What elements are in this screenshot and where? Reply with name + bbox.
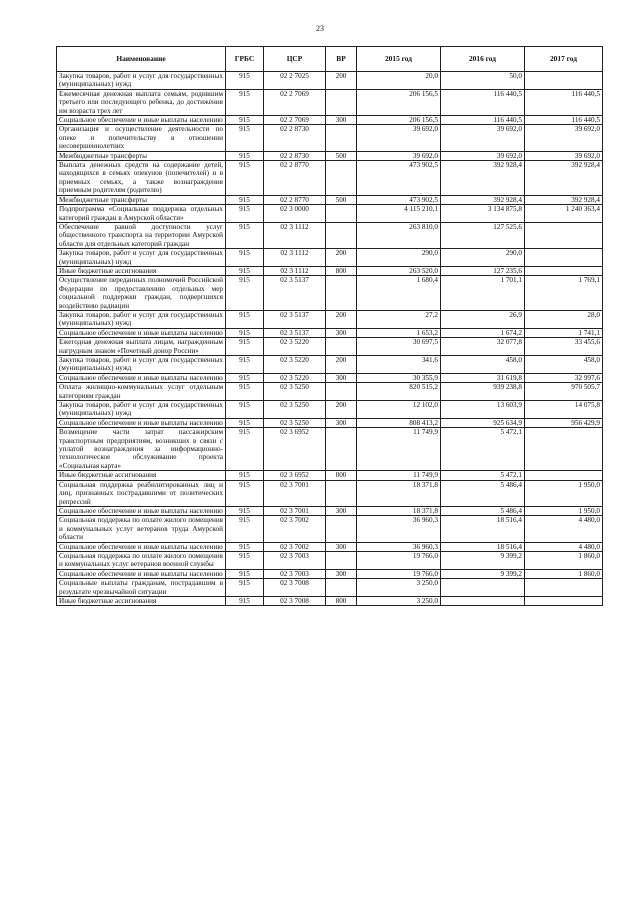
cell-name: Подпрограмма «Социальная поддержка отдельных категорий граждан в Амурской области» [57,205,226,223]
header-2017: 2017 год [525,47,603,72]
cell-2016: 392 928,4 [441,195,525,204]
cell-2016: 5 472,1 [441,471,525,480]
cell-2017: 32 997,6 [525,373,603,382]
cell-2017 [525,222,603,248]
cell-grbs: 915 [226,428,264,471]
cell-grbs: 915 [226,195,264,204]
cell-2017: 116 440,5 [525,89,603,115]
table-row [57,471,603,480]
cell-vr [326,205,357,223]
cell-grbs: 915 [226,328,264,337]
cell-2015: 19 766,0 [357,551,441,569]
cell-csr: 02 3 7008 [264,579,326,597]
cell-2015: 30 697,5 [357,338,441,356]
cell-name: Социальное обеспечение и иные выплаты населению [57,506,226,515]
cell-name: Иные бюджетные ассигнования [57,471,226,480]
cell-2016: 39 692,0 [441,151,525,160]
cell-2015: 12 102,0 [357,401,441,419]
cell-2016: 5 472,1 [441,428,525,471]
cell-name: Осуществление переданных полномочий Российской Федерации по предоставлению отдельных мер социальной поддержки граждан, подвергшихся воздействию радиации [57,276,226,311]
cell-grbs: 915 [226,266,264,275]
cell-2015: 11 749,9 [357,428,441,471]
cell-csr: 02 2 8770 [264,195,326,204]
cell-csr: 02 3 1112 [264,222,326,248]
cell-csr: 02 3 1112 [264,266,326,275]
cell-vr [326,89,357,115]
cell-name: Закупка товаров, работ и услуг для государственных (муниципальных) нужд [57,310,226,328]
cell-2015: 36 960,3 [357,542,441,551]
cell-csr: 02 3 7001 [264,480,326,506]
cell-name: Ежемесячная денежная выплата семьям, родившим третьего или последующего ребенка, до достижения им возраста трех лет [57,89,226,115]
cell-csr: 02 3 5250 [264,383,326,401]
table-row [57,249,603,267]
cell-csr: 02 3 7002 [264,516,326,542]
table-row [57,205,603,223]
cell-csr: 02 3 5250 [264,418,326,427]
cell-2016: 1 674,2 [441,328,525,337]
cell-grbs: 915 [226,383,264,401]
cell-name: Организация и осуществление деятельности по опеке и попечительству в отношении несовершеннолетних [57,125,226,151]
cell-2016: 32 077,8 [441,338,525,356]
cell-2015: 18 371,8 [357,480,441,506]
cell-vr: 300 [326,328,357,337]
cell-2017: 970 505,7 [525,383,603,401]
table-row [57,596,603,605]
cell-2015: 39 692,0 [357,125,441,151]
cell-2017: 1 769,1 [525,276,603,311]
cell-grbs: 915 [226,276,264,311]
cell-csr: 02 3 7003 [264,551,326,569]
cell-2017: 14 075,8 [525,401,603,419]
cell-2016: 50,0 [441,72,525,90]
cell-name: Социальное обеспечение и иные выплаты населению [57,418,226,427]
cell-csr: 02 3 7002 [264,542,326,551]
header-name: Наименование [57,47,226,72]
cell-2017 [525,428,603,471]
cell-2017: 458,0 [525,356,603,374]
cell-vr: 300 [326,506,357,515]
cell-2017: 1 741,1 [525,328,603,337]
cell-vr: 500 [326,151,357,160]
cell-2015: 341,6 [357,356,441,374]
cell-2017: 1 950,0 [525,506,603,515]
table-row [57,328,603,337]
cell-2015: 18 371,8 [357,506,441,515]
cell-name: Социальные выплаты гражданам, пострадавшим в результате чрезвычайной ситуации [57,579,226,597]
cell-vr [326,480,357,506]
cell-vr: 800 [326,471,357,480]
cell-2016 [441,579,525,597]
table-row [57,551,603,569]
cell-csr: 02 3 7001 [264,506,326,515]
cell-name: Социальное обеспечение и иные выплаты населению [57,373,226,382]
cell-2015: 290,0 [357,249,441,267]
table-row [57,401,603,419]
cell-grbs: 915 [226,151,264,160]
header-csr: ЦСР [264,47,326,72]
cell-2017 [525,596,603,605]
cell-name: Иные бюджетные ассигнования [57,266,226,275]
cell-name: Межбюджетные трансферты [57,195,226,204]
cell-vr: 300 [326,418,357,427]
cell-grbs: 915 [226,516,264,542]
cell-2016: 5 486,4 [441,480,525,506]
page-number: 23 [316,24,324,33]
cell-csr: 02 2 8730 [264,151,326,160]
budget-table [56,46,603,606]
table-row [57,383,603,401]
table-row [57,195,603,204]
cell-2017 [525,249,603,267]
cell-csr: 02 3 5220 [264,338,326,356]
cell-name: Закупка товаров, работ и услуг для государственных (муниципальных) нужд [57,72,226,90]
table-row [57,116,603,125]
table-row [57,480,603,506]
cell-grbs: 915 [226,222,264,248]
cell-csr: 02 3 5220 [264,373,326,382]
cell-vr: 200 [326,72,357,90]
cell-2017: 1 860,0 [525,551,603,569]
cell-grbs: 915 [226,116,264,125]
cell-grbs: 915 [226,569,264,578]
cell-vr [326,428,357,471]
cell-vr: 300 [326,569,357,578]
cell-grbs: 915 [226,401,264,419]
cell-2015: 4 115 210,1 [357,205,441,223]
cell-2016: 939 238,8 [441,383,525,401]
cell-vr: 200 [326,310,357,328]
cell-grbs: 915 [226,249,264,267]
cell-2017 [525,266,603,275]
cell-2016: 116 440,5 [441,89,525,115]
cell-2016: 39 692,0 [441,125,525,151]
cell-2015: 11 749,9 [357,471,441,480]
cell-2015: 263 520,0 [357,266,441,275]
table-row [57,579,603,597]
table-row [57,542,603,551]
cell-grbs: 915 [226,89,264,115]
table-row [57,89,603,115]
cell-name: Обеспечение равной доступности услуг общественного транспорта на территории Амурской области для отдельных категорий граждан [57,222,226,248]
cell-2016: 925 634,9 [441,418,525,427]
cell-2016: 127 235,6 [441,266,525,275]
cell-name: Социальная поддержка по оплате жилого помещения и коммунальных услуг ветеранов военной службы [57,551,226,569]
cell-csr: 02 3 5220 [264,356,326,374]
table-row [57,125,603,151]
cell-csr: 02 2 8730 [264,125,326,151]
header-grbs: ГРБС [226,47,264,72]
cell-csr: 02 3 1112 [264,249,326,267]
cell-csr: 02 3 5250 [264,401,326,419]
cell-name: Межбюджетные трансферты [57,151,226,160]
cell-csr: 02 3 5137 [264,276,326,311]
cell-vr [326,579,357,597]
cell-vr: 200 [326,356,357,374]
cell-vr: 300 [326,373,357,382]
cell-2015: 206 156,5 [357,89,441,115]
cell-csr: 02 3 0000 [264,205,326,223]
table-row [57,569,603,578]
cell-2016: 392 928,4 [441,161,525,196]
cell-grbs: 915 [226,506,264,515]
cell-vr [326,125,357,151]
cell-2015: 36 960,3 [357,516,441,542]
cell-2015: 27,2 [357,310,441,328]
cell-grbs: 915 [226,125,264,151]
cell-grbs: 915 [226,471,264,480]
cell-vr: 500 [326,195,357,204]
table-row [57,428,603,471]
cell-2017: 392 928,4 [525,161,603,196]
cell-csr: 02 3 5137 [264,310,326,328]
cell-vr [326,276,357,311]
cell-grbs: 915 [226,596,264,605]
cell-csr: 02 3 6952 [264,471,326,480]
cell-2017: 1 240 363,4 [525,205,603,223]
cell-name: Социальное обеспечение и иные выплаты населению [57,569,226,578]
cell-vr [326,516,357,542]
cell-2015: 39 692,0 [357,151,441,160]
cell-csr: 02 3 6952 [264,428,326,471]
cell-csr: 02 2 7025 [264,72,326,90]
cell-2015: 3 250,0 [357,596,441,605]
cell-2016: 5 486,4 [441,506,525,515]
cell-vr [326,338,357,356]
cell-2015: 263 810,0 [357,222,441,248]
cell-csr: 02 2 8770 [264,161,326,196]
cell-grbs: 915 [226,542,264,551]
cell-grbs: 915 [226,579,264,597]
cell-csr: 02 2 7069 [264,116,326,125]
cell-2016 [441,596,525,605]
cell-2017: 39 692,0 [525,125,603,151]
cell-2017: 1 860,0 [525,569,603,578]
cell-name: Оплата жилищно-коммунальных услуг отдельным категориям граждан [57,383,226,401]
cell-2017: 4 480,0 [525,516,603,542]
cell-name: Ежегодная денежная выплата лицам, награжденным нагрудным знаком «Почетный донор России» [57,338,226,356]
cell-2016: 3 134 875,8 [441,205,525,223]
cell-2015: 3 250,0 [357,579,441,597]
cell-2016: 290,0 [441,249,525,267]
cell-vr [326,222,357,248]
cell-vr [326,551,357,569]
cell-vr: 300 [326,542,357,551]
cell-csr: 02 3 7008 [264,596,326,605]
cell-2017: 392 928,4 [525,195,603,204]
cell-2016: 1 701,1 [441,276,525,311]
cell-name: Закупка товаров, работ и услуг для государственных (муниципальных) нужд [57,356,226,374]
cell-name: Закупка товаров, работ и услуг для государственных (муниципальных) нужд [57,249,226,267]
cell-2016: 26,9 [441,310,525,328]
cell-2015: 30 355,9 [357,373,441,382]
cell-csr: 02 3 7003 [264,569,326,578]
cell-grbs: 915 [226,373,264,382]
cell-2017: 1 950,0 [525,480,603,506]
cell-2016: 116 440,5 [441,116,525,125]
cell-grbs: 915 [226,356,264,374]
cell-2017: 116 440,5 [525,116,603,125]
cell-2015: 20,0 [357,72,441,90]
cell-2015: 19 766,0 [357,569,441,578]
cell-csr: 02 2 7069 [264,89,326,115]
table-row [57,338,603,356]
cell-2017: 956 429,9 [525,418,603,427]
cell-2016: 18 516,4 [441,516,525,542]
cell-2017: 28,0 [525,310,603,328]
cell-grbs: 915 [226,205,264,223]
cell-2016: 13 603,9 [441,401,525,419]
cell-name: Социальная поддержка по оплате жилого помещения и коммунальных услуг ветеранов труда Амурской области [57,516,226,542]
cell-vr: 800 [326,266,357,275]
table-row [57,222,603,248]
cell-name: Социальное обеспечение и иные выплаты населению [57,328,226,337]
cell-vr: 300 [326,116,357,125]
header-vr: ВР [326,47,357,72]
table-header-row [57,47,603,72]
table-row [57,310,603,328]
cell-2017 [525,72,603,90]
cell-grbs: 915 [226,480,264,506]
cell-2017: 39 692,0 [525,151,603,160]
cell-vr: 800 [326,596,357,605]
cell-2015: 206 156,5 [357,116,441,125]
cell-name: Социальное обеспечение и иные выплаты населению [57,116,226,125]
cell-2016: 18 516,4 [441,542,525,551]
table-row [57,266,603,275]
table-row [57,356,603,374]
cell-vr: 200 [326,249,357,267]
cell-name: Социальное обеспечение и иные выплаты населению [57,542,226,551]
cell-name: Закупка товаров, работ и услуг для государственных (муниципальных) нужд [57,401,226,419]
cell-name: Возмещение части затрат пассажирским транспортным предприятиям, возникших в связи с уплатой вознаграждения за информационно-технологическое обслуживание проекта «Социальная карта» [57,428,226,471]
cell-name: Социальная поддержка реабилитированных лиц и лиц, признанных пострадавшими от политических репрессий [57,480,226,506]
table-row [57,72,603,90]
cell-2016: 9 399,2 [441,551,525,569]
cell-grbs: 915 [226,418,264,427]
cell-vr [326,383,357,401]
cell-2016: 9 399,2 [441,569,525,578]
cell-2015: 473 902,5 [357,161,441,196]
cell-grbs: 915 [226,338,264,356]
cell-2017: 33 455,6 [525,338,603,356]
cell-2017 [525,579,603,597]
cell-grbs: 915 [226,551,264,569]
cell-2015: 808 413,2 [357,418,441,427]
cell-2015: 1 653,2 [357,328,441,337]
table-row [57,373,603,382]
header-2015: 2015 год [357,47,441,72]
cell-2017 [525,471,603,480]
cell-vr: 200 [326,401,357,419]
table-row [57,418,603,427]
cell-2016: 31 619,8 [441,373,525,382]
cell-2015: 473 902,5 [357,195,441,204]
cell-csr: 02 3 5137 [264,328,326,337]
cell-grbs: 915 [226,310,264,328]
table-row [57,506,603,515]
cell-2016: 127 525,6 [441,222,525,248]
cell-2017: 4 480,0 [525,542,603,551]
header-2016: 2016 год [441,47,525,72]
cell-2015: 820 515,2 [357,383,441,401]
table-row [57,516,603,542]
table-row [57,276,603,311]
cell-2016: 458,0 [441,356,525,374]
cell-vr [326,161,357,196]
cell-name: Иные бюджетные ассигнования [57,596,226,605]
cell-2015: 1 680,4 [357,276,441,311]
table-row [57,161,603,196]
cell-grbs: 915 [226,72,264,90]
cell-name: Выплата денежных средств на содержание детей, находящихся в семьях опекунов (попечителей) и в приемных семьях, а также вознаграждения приемным родителям (родителю) [57,161,226,196]
table-row [57,151,603,160]
cell-grbs: 915 [226,161,264,196]
